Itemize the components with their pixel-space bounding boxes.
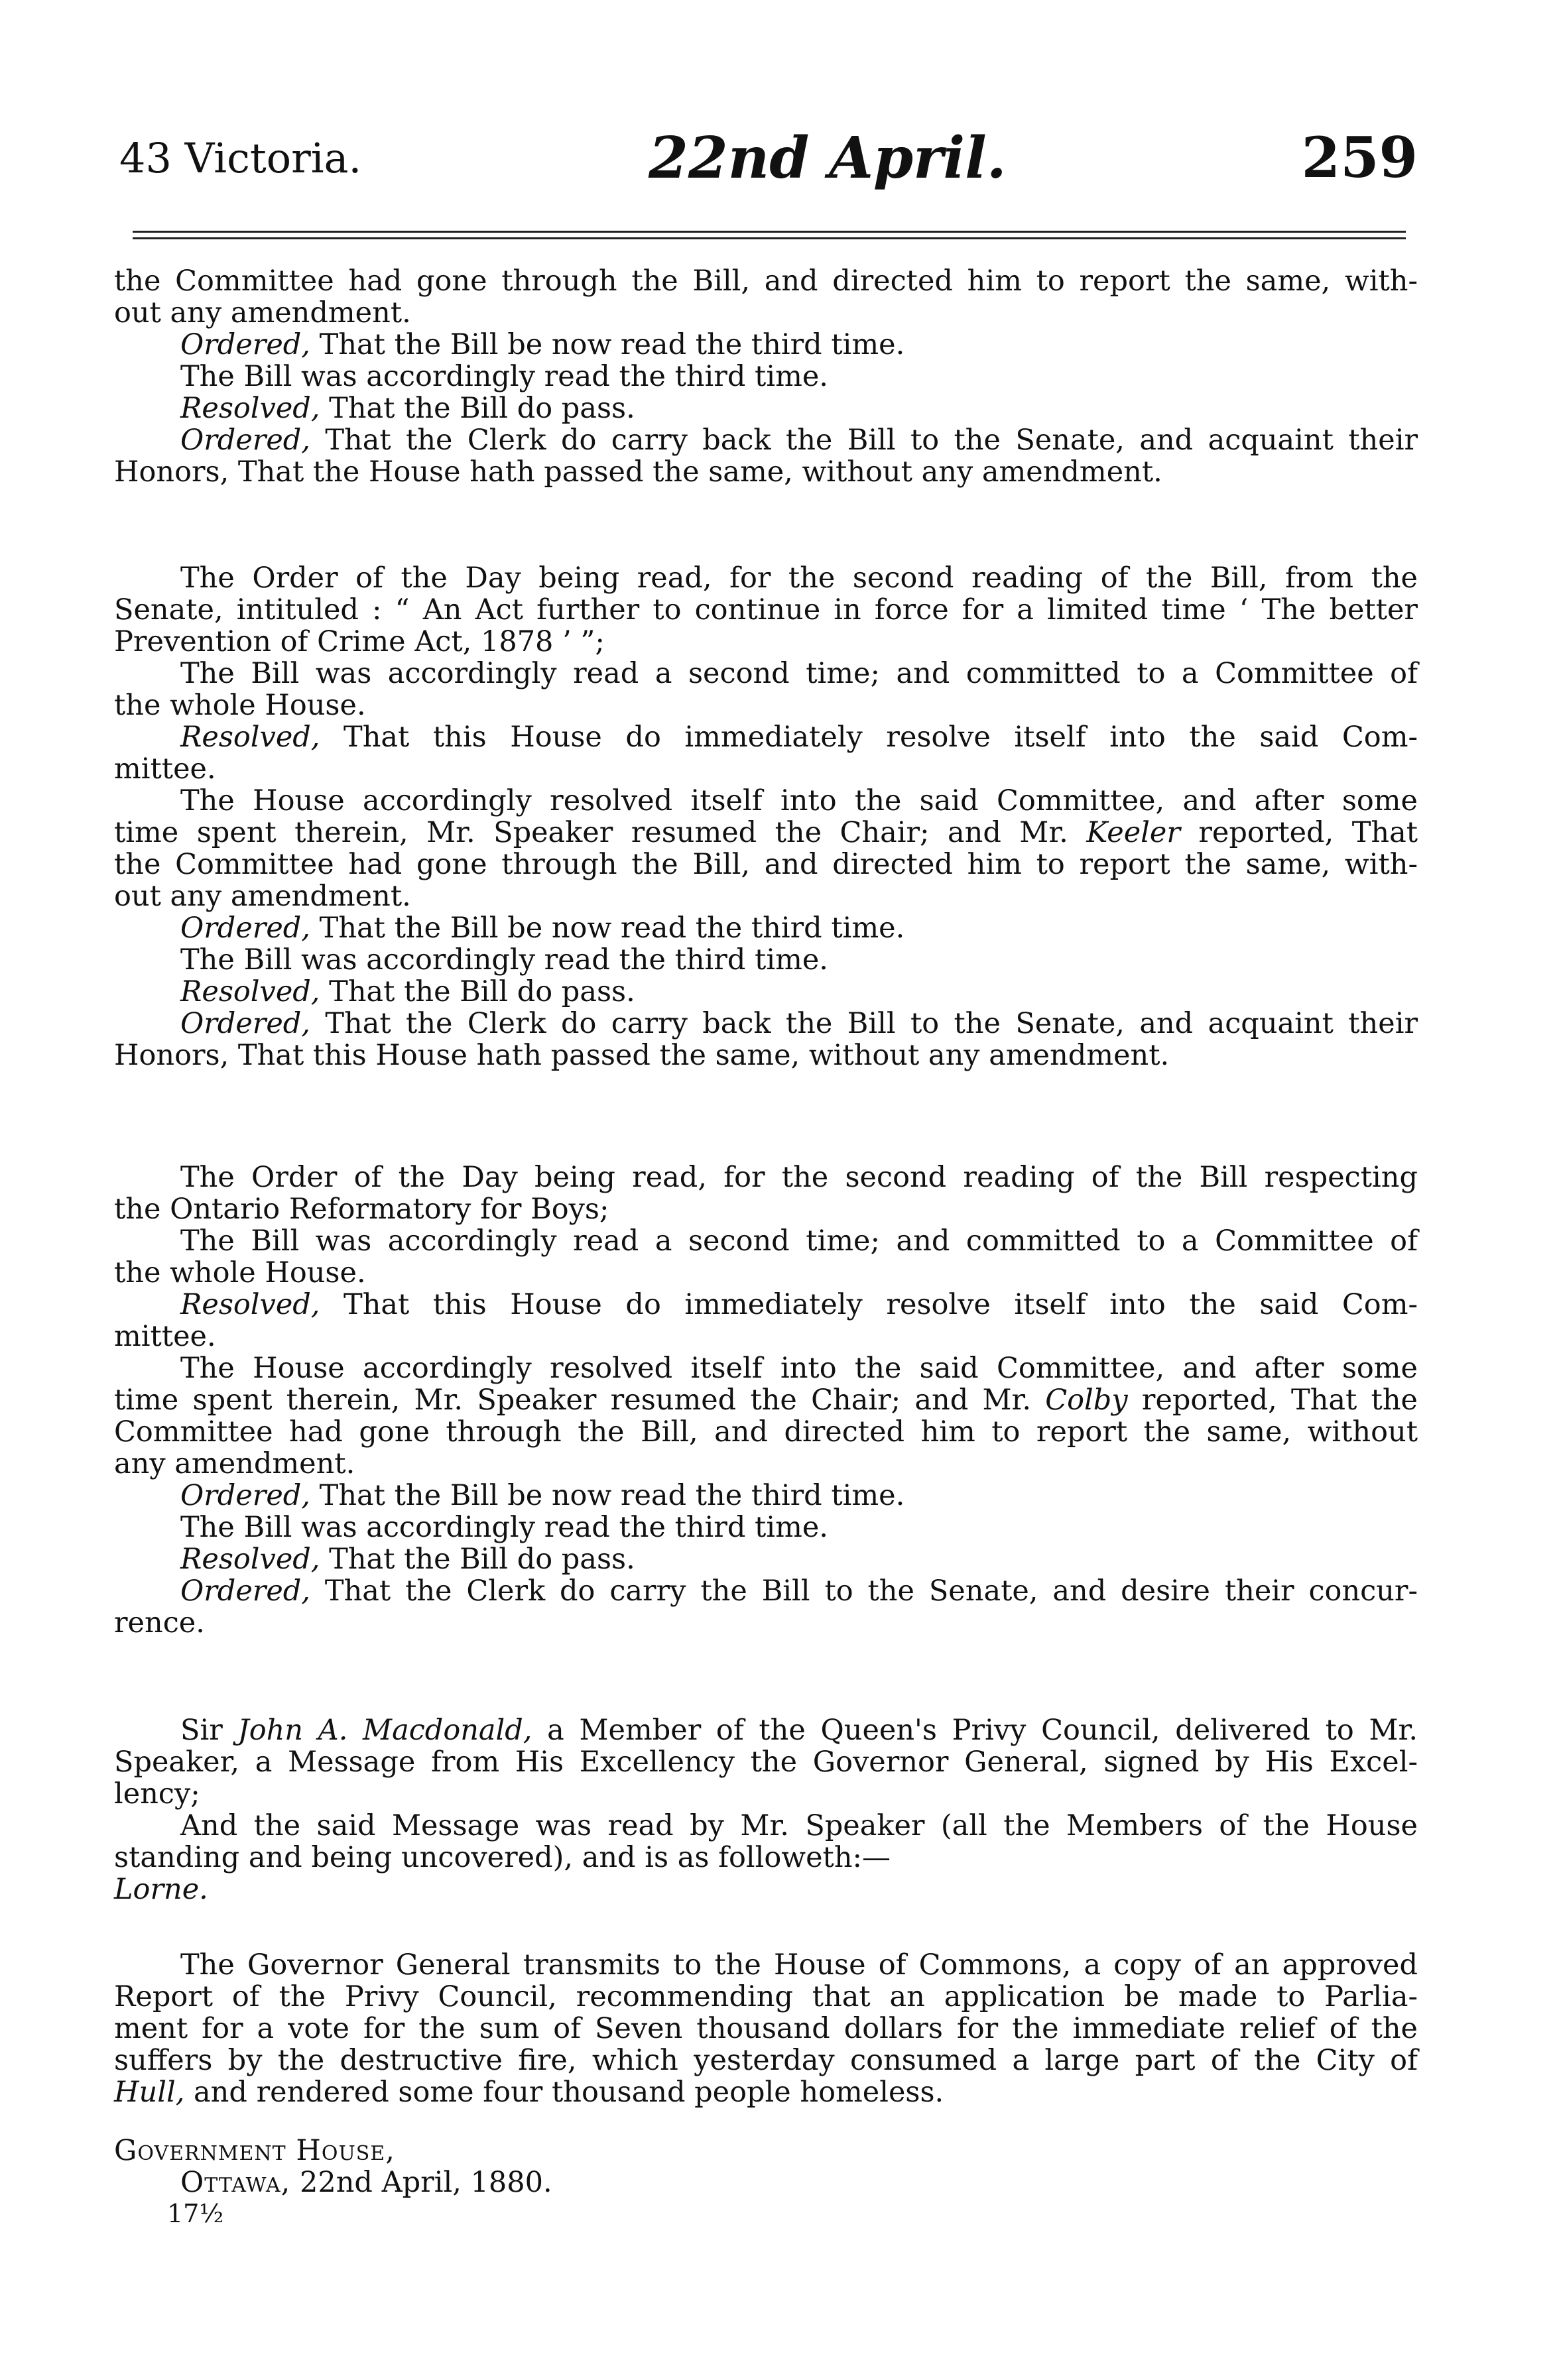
- text-line: standing and being uncovered), and is as followeth:—: [114, 1841, 891, 1874]
- government-house: Government House,: [114, 2134, 395, 2167]
- page-number: 259: [1301, 125, 1418, 190]
- text-line: Prevention of Crime Act, 1878 ’ ”;: [114, 625, 605, 658]
- text-line: The Order of the Day being read, for the second reading of the Bill, from the: [180, 562, 1418, 595]
- text-line: The Bill was accordingly read the third time.: [180, 943, 828, 977]
- text-line: Ordered, That the Clerk do carry back the Bill to the Senate, and acquaint their: [180, 424, 1418, 457]
- text-line: Resolved, That this House do immediately resolve itself into the said Com-: [180, 721, 1418, 754]
- text-line: Hull, and rendered some four thousand people homeless.: [114, 2076, 944, 2109]
- text-line: mittee.: [114, 752, 216, 786]
- text-line: Ordered, That the Bill be now read the third time.: [180, 1479, 905, 1512]
- folio-mark: 17½: [167, 2199, 224, 2228]
- paragraph-1: [114, 265, 1418, 488]
- text-line: out any amendment.: [114, 296, 411, 329]
- text-line: Honors, That the House hath passed the same, without any amendment.: [114, 455, 1162, 489]
- text-line: Resolved, That this House do immediately resolve itself into the said Com-: [180, 1288, 1418, 1321]
- header-rule-bottom: [133, 237, 1406, 239]
- running-header: [111, 125, 1418, 204]
- paragraph-4: [114, 1714, 1418, 1905]
- header-date: 22nd April.: [649, 125, 1007, 192]
- paragraph-3: [114, 1161, 1418, 1639]
- text-line: Ordered, That the Bill be now read the third time.: [180, 328, 905, 361]
- text-line: Resolved, That the Bill do pass.: [180, 392, 635, 425]
- header-session: 43 Victoria.: [119, 134, 362, 182]
- text-line: Honors, That this House hath passed the same, without any amendment.: [114, 1039, 1170, 1072]
- text-line: time spent therein, Mr. Speaker resumed the Chair; and Mr. Keeler reported, That: [114, 816, 1418, 849]
- text-line: Ordered, That the Bill be now read the third time.: [180, 912, 905, 945]
- text-line: Report of the Privy Council, recommending that an application be made to Parlia-: [114, 1980, 1418, 2013]
- text-line: Senate, intituled : “ An Act further to continue in force for a limited time ‘ The better: [114, 593, 1418, 626]
- text-line: the whole House.: [114, 1256, 366, 1289]
- text-line: the Committee had gone through the Bill, and directed him to report the same, with-: [114, 848, 1418, 881]
- text-line: Ordered, That the Clerk do carry back the Bill to the Senate, and acquaint their: [180, 1007, 1418, 1040]
- paragraph-2: [114, 562, 1418, 1071]
- text-line: the Ontario Reformatory for Boys;: [114, 1193, 609, 1226]
- text-line: The Order of the Day being read, for the second reading of the Bill respecting: [180, 1161, 1418, 1194]
- text-line: Sir John A. Macdonald, a Member of the Queen's Privy Council, delivered to Mr.: [180, 1714, 1418, 1747]
- text-line: The House accordingly resolved itself into the said Committee, and after some: [180, 1352, 1418, 1385]
- text-line: The Bill was accordingly read a second time; and committed to a Committee of: [180, 657, 1418, 690]
- text-line: mittee.: [114, 1320, 216, 1353]
- text-line: Resolved, That the Bill do pass.: [180, 975, 635, 1008]
- signatory-lorne: Lorne.: [114, 1873, 208, 1906]
- text-line: The Governor General transmits to the House of Commons, a copy of an approved: [180, 1948, 1418, 1982]
- paragraph-5: [114, 1949, 1418, 2108]
- text-line: suffers by the destructive fire, which yesterday consumed a large part of the City of: [114, 2044, 1418, 2077]
- text-line: The House accordingly resolved itself into the said Committee, and after some: [180, 784, 1418, 817]
- text-line: the Committee had gone through the Bill, and directed him to report the same, with-: [114, 265, 1418, 298]
- text-line: The Bill was accordingly read the third time.: [180, 1511, 828, 1544]
- text-line: Committee had gone through the Bill, and directed him to report the same, without: [114, 1415, 1418, 1449]
- header-rule-top: [133, 231, 1406, 233]
- signature-block: [114, 2135, 1418, 2229]
- text-line: And the said Message was read by Mr. Speaker (all the Members of the House: [180, 1809, 1418, 1842]
- text-line: lency;: [114, 1777, 200, 1811]
- signature-date: Ottawa, 22nd April, 1880.: [180, 2166, 552, 2199]
- text-line: time spent therein, Mr. Speaker resumed the Chair; and Mr. Colby reported, That the: [114, 1384, 1418, 1417]
- text-line: The Bill was accordingly read a second time; and committed to a Committee of: [180, 1224, 1418, 1258]
- text-line: rence.: [114, 1606, 205, 1639]
- text-line: Speaker, a Message from His Excellency the Governor General, signed by His Excel-: [114, 1746, 1418, 1779]
- text-line: any amendment.: [114, 1447, 355, 1480]
- text-line: out any amendment.: [114, 880, 411, 913]
- text-line: ment for a vote for the sum of Seven thousand dollars for the immediate relief of the: [114, 2012, 1418, 2045]
- text-line: the whole House.: [114, 689, 366, 722]
- text-line: Resolved, That the Bill do pass.: [180, 1543, 635, 1576]
- text-line: Ordered, That the Clerk do carry the Bill to the Senate, and desire their concur-: [180, 1575, 1418, 1608]
- text-line: The Bill was accordingly read the third time.: [180, 360, 828, 393]
